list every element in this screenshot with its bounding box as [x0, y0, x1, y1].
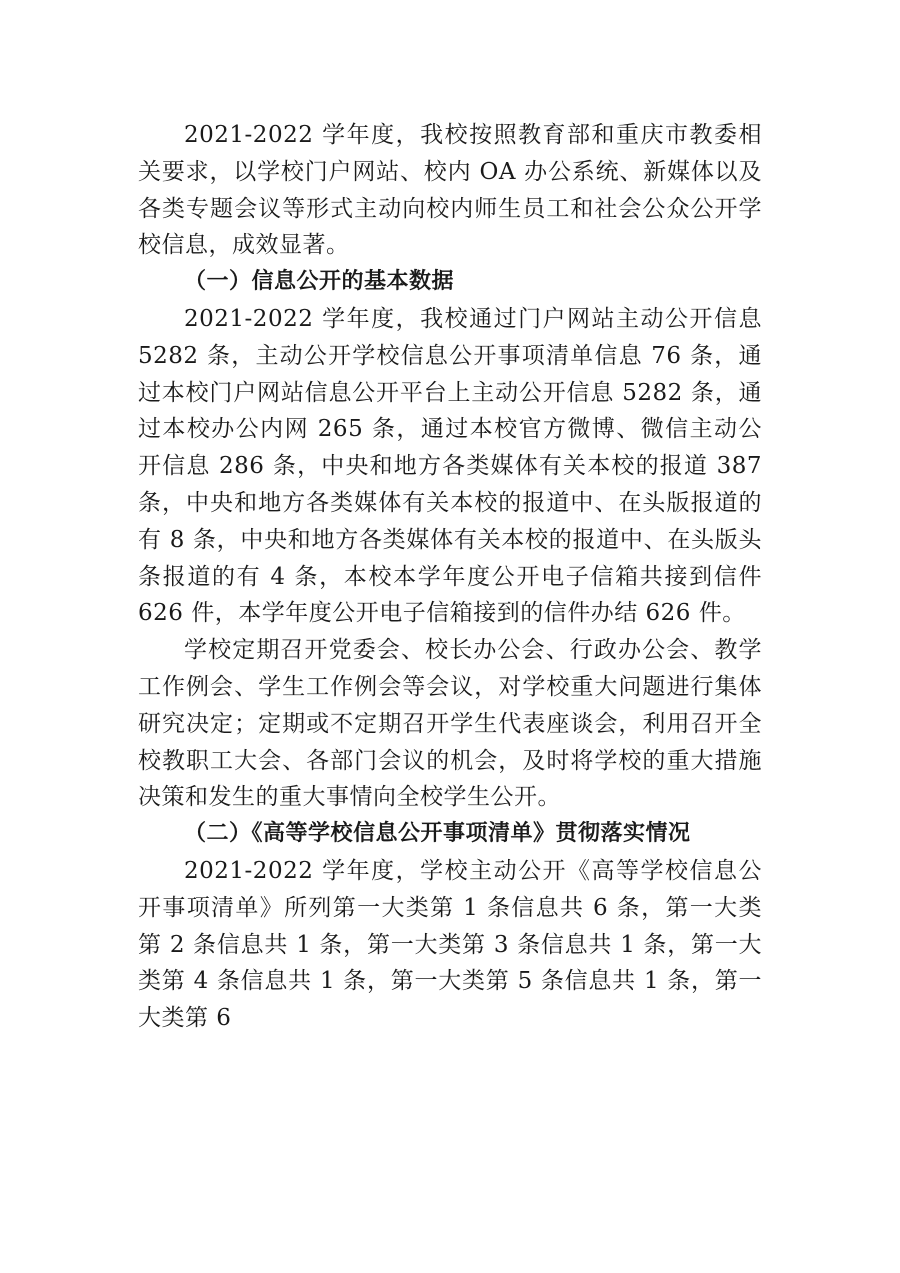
- intro-paragraph: 2021-2022 学年度，我校按照教育部和重庆市教委相关要求，以学校门户网站、校内 OA 办公系统、新媒体以及各类专题会议等形式主动向校内师生员工和社会公众公开学校信息，成效显著。: [138, 122, 762, 259]
- section-heading-checklist: （二）《高等学校信息公开事项清单》贯彻落实情况: [184, 821, 691, 847]
- checklist-paragraph: 2021-2022 学年度，学校主动公开《高等学校信息公开事项清单》所列第一大类第 1 条信息共 6 条，第一大类第 2 条信息共 1 条，第一大类第 3 条信息共 1 条，第一大类第 4 条信息共 1 条，第一大类第 5 条信息共 1 条，第一大类第 6: [138, 857, 762, 1032]
- meetings-paragraph: 学校定期召开党委会、校长办公会、行政办公会、教学工作例会、学生工作例会等会议，对学校重大问题进行集体研究决定；定期或不定期召开学生代表座谈会，利用召开全校教职工大会、各部门会议的机会，及时将学校的重大措施决策和发生的重大事情向全校学生公开。: [138, 637, 762, 811]
- document-body: [138, 117, 762, 1037]
- section-heading-basic-data: （一）信息公开的基本数据: [184, 269, 455, 295]
- basic-data-paragraph: 2021-2022 学年度，我校通过门户网站主动公开信息 5282 条，主动公开学校信息公开事项清单信息 76 条，通过本校门户网站信息公开平台上主动公开信息 5282 条，通过本校办公内网 265 条，通过本校官方微博、微信主动公开信息 286 条，中央和地方各类媒体有关本校的报道 387 条，中央和地方各类媒体有关本校的报道中、在头版报道的有 8 条，中央和地方各类媒体有关本校的报道中、在头版头条报道的有 4 条，本校本学年度公开电子信箱共接到信件 626 件，本学年度公开电子信箱接到的信件办结 626 件。: [138, 305, 762, 627]
